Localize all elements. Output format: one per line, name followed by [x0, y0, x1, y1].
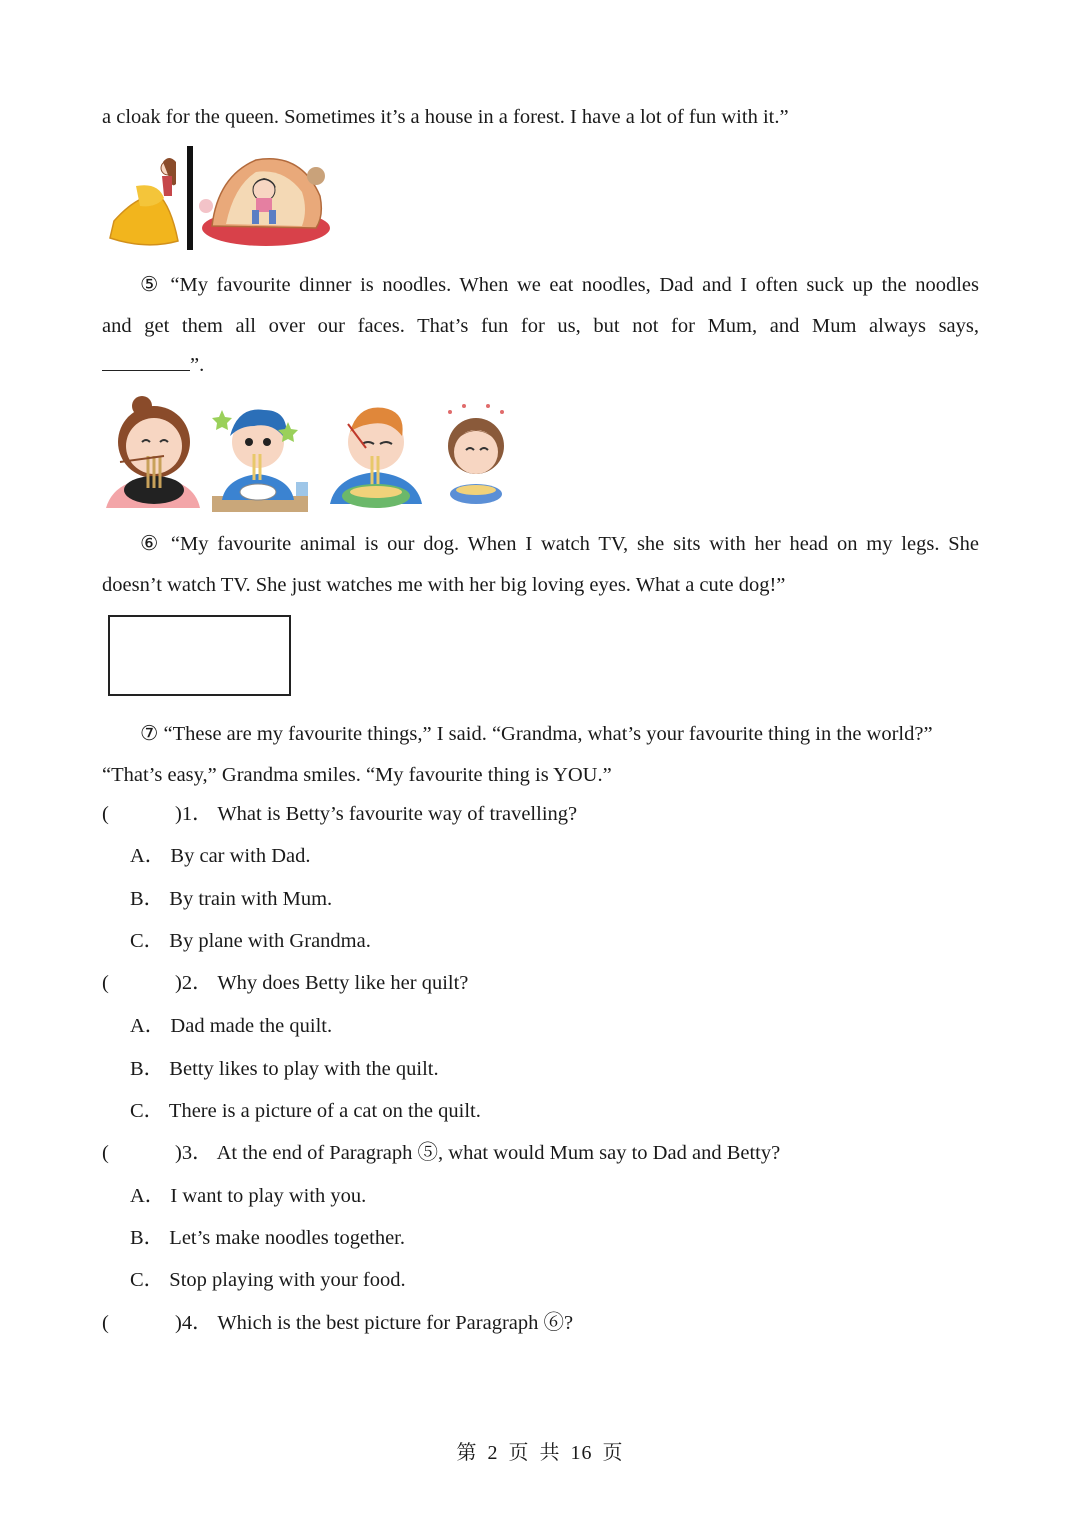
footer-gong: 共 — [539, 1442, 561, 1464]
passage-line: ⑥ “My favourite animal is our dog. When I watch TV, she sits with her head on my legs. She — [140, 533, 979, 555]
passage-line: and get them all over our faces. That’s fun for us, but not for Mum, and Mum always says, — [102, 315, 979, 337]
page-number: 2 — [487, 1442, 499, 1464]
option-c[interactable]: C． There is a picture of a cat on the quilt. — [130, 1100, 481, 1122]
option-a[interactable]: A． By car with Dad. — [130, 845, 311, 867]
passage-line — [102, 352, 204, 377]
question-text: )3． At the end of Paragraph ⑤, what would Mum say to Dad and Betty? — [175, 1142, 781, 1164]
passage-line: ⑤ “My favourite dinner is noodles. When we eat noodles, Dad and I often suck up the noodles — [140, 274, 979, 296]
footer-di: 第 — [456, 1442, 478, 1464]
passage-line-end: ”. — [190, 354, 205, 376]
passage-line: “That’s easy,” Grandma smiles. “My favourite thing is YOU.” — [102, 764, 612, 786]
passage-line: doesn’t watch TV. She just watches me with her big loving eyes. What a cute dog!” — [102, 574, 786, 596]
empty-picture-box — [108, 615, 291, 696]
passage-line: a cloak for the queen. Sometimes it’s a house in a forest. I have a lot of fun with it.” — [102, 106, 789, 128]
mum-eating-figure — [106, 396, 200, 508]
footer-ye: 页 — [508, 1442, 530, 1464]
passage-line: ⑦ “These are my favourite things,” I said. “Grandma, what’s your favourite thing in the world?” — [140, 723, 933, 745]
noodles-illustration — [104, 396, 510, 514]
dad-eating-figure — [330, 408, 422, 509]
option-b[interactable]: B． Let’s make noodles together. — [130, 1227, 405, 1249]
option-a[interactable]: A． I want to play with you. — [130, 1185, 367, 1207]
answer-paren[interactable]: ( — [102, 1312, 109, 1334]
option-c[interactable]: C． By plane with Grandma. — [130, 930, 371, 952]
question-text: )4． Which is the best picture for Paragraph ⑥? — [175, 1312, 574, 1334]
answer-paren[interactable]: ( — [102, 1142, 109, 1164]
question-text: )1． What is Betty’s favourite way of travelling? — [175, 803, 578, 825]
option-c[interactable]: C． Stop playing with your food. — [130, 1269, 406, 1291]
page-footer — [0, 1436, 1080, 1465]
queen-girl-figure — [110, 158, 178, 245]
quilt-house-figure — [199, 159, 330, 246]
total-pages: 16 — [570, 1442, 593, 1464]
answer-paren[interactable]: ( — [102, 803, 109, 825]
quilt-illustration — [106, 146, 338, 252]
option-b[interactable]: B． By train with Mum. — [130, 888, 333, 910]
footer-ye: 页 — [602, 1442, 624, 1464]
answer-blank — [102, 352, 190, 371]
girl-eating-figure — [448, 404, 504, 504]
option-a[interactable]: A． Dad made the quilt. — [130, 1015, 333, 1037]
option-b[interactable]: B． Betty likes to play with the quilt. — [130, 1058, 439, 1080]
question-text: )2． Why does Betty like her quilt? — [175, 972, 469, 994]
answer-paren[interactable]: ( — [102, 972, 109, 994]
boy-eating-figure — [212, 410, 308, 512]
